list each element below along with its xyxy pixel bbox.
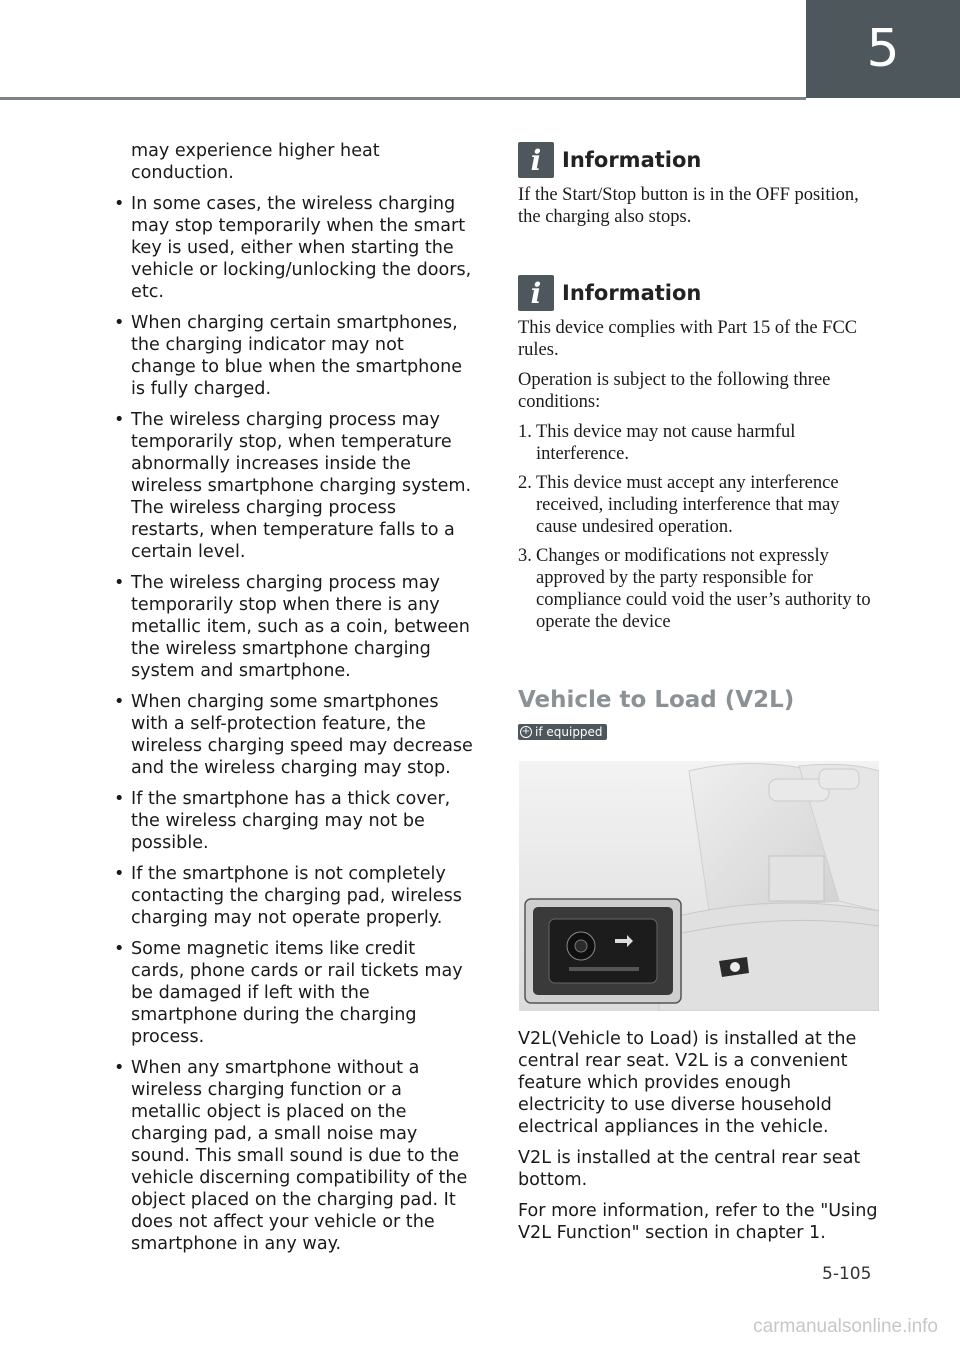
header-rule	[0, 97, 806, 100]
page-number: 5-105	[822, 1264, 872, 1284]
v2l-description	[518, 1028, 880, 1253]
condition-item	[518, 545, 880, 633]
info-title: Information	[562, 148, 702, 172]
condition-item	[518, 472, 880, 538]
if-equipped-badge	[518, 724, 607, 740]
condition-number: 2.	[518, 473, 532, 493]
bullet-item: • When any smartphone without a wireless charging function or a metallic object is placed on the charging pad, a small noise may sound. This small sound is due to the vehicle discerning compatibility of the object placed on the charging pad. It does not affect your vehicle or the smartphone in any way.	[112, 1057, 474, 1255]
v2l-rear-seat-photo	[519, 761, 879, 1011]
info-header	[518, 273, 880, 313]
section-title: Vehicle to Load (V2L)	[518, 687, 795, 713]
condition-number: 3.	[518, 546, 532, 566]
info-intro: Operation is subject to the following three conditions:	[518, 370, 831, 412]
info-box-fcc	[518, 273, 880, 633]
bullet-item: • If the smartphone has a thick cover, the wireless charging may not be possible.	[112, 788, 474, 854]
bullet-item: • When charging some smartphones with a self-protection feature, the wireless charging speed may decrease and the wireless charging may stop.	[112, 691, 474, 779]
information-icon: i	[518, 275, 554, 311]
chapter-number: 5	[866, 19, 900, 79]
bullet-item: • When charging certain smartphones, the charging indicator may not change to blue when the smartphone is fully charged.	[112, 312, 474, 400]
condition-text: This device may not cause harmful interference.	[536, 422, 796, 464]
chapter-tab	[806, 0, 960, 98]
bullet-item: • The wireless charging process may temporarily stop when there is any metallic item, such as a coin, between the wireless smartphone charging system and smartphone.	[112, 572, 474, 682]
plus-icon: +	[521, 726, 531, 737]
paragraph: V2L(Vehicle to Load) is installed at the central rear seat. V2L is a convenient feature which provides enough electricity to use diverse household electrical appliances in the vehicle.	[518, 1029, 857, 1137]
badge-label: if equipped	[535, 725, 603, 739]
continuation-text: may experience higher heat conduction.	[131, 141, 380, 183]
bullet-item: • The wireless charging process may temporarily stop, when temperature abnormally increases inside the wireless smartphone charging system. The wireless charging process restarts, when temperature falls to a certain level.	[112, 409, 474, 563]
info-text: If the Start/Stop button is in the OFF position, the charging also stops.	[518, 185, 859, 227]
info-header	[518, 140, 880, 180]
info-title: Information	[562, 281, 702, 305]
paragraph: V2L is installed at the central rear seat bottom.	[518, 1148, 861, 1190]
bullet-list	[112, 193, 474, 1255]
condition-text: Changes or modifications not expressly approved by the party responsible for compliance could void the user’s authority to operate the device	[536, 546, 871, 632]
bullet-item: • Some magnetic items like credit cards, phone cards or rail tickets may be damaged if left with the smartphone during the charging process.	[112, 938, 474, 1048]
condition-number: 1.	[518, 422, 532, 442]
condition-text: This device must accept any interference received, including interference that may cause undesired operation.	[536, 473, 840, 537]
info-box-charging	[518, 140, 880, 228]
conditions-list	[518, 421, 880, 633]
info-intro: This device complies with Part 15 of the FCC rules.	[518, 318, 858, 360]
watermark: carmanualsonline.info	[753, 1316, 938, 1337]
information-icon: i	[518, 142, 554, 178]
right-column	[518, 140, 880, 740]
bullet-item: • In some cases, the wireless charging may stop temporarily when the smart key is used, either when starting the vehicle or locking/unlocking the doors, etc.	[112, 193, 474, 303]
left-column	[112, 140, 474, 1264]
condition-item	[518, 421, 880, 465]
v2l-section-header	[518, 687, 880, 740]
paragraph: For more information, refer to the "Using V2L Function" section in chapter 1.	[518, 1201, 878, 1243]
bullet-item: • If the smartphone is not completely contacting the charging pad, wireless charging may not operate properly.	[112, 863, 474, 929]
